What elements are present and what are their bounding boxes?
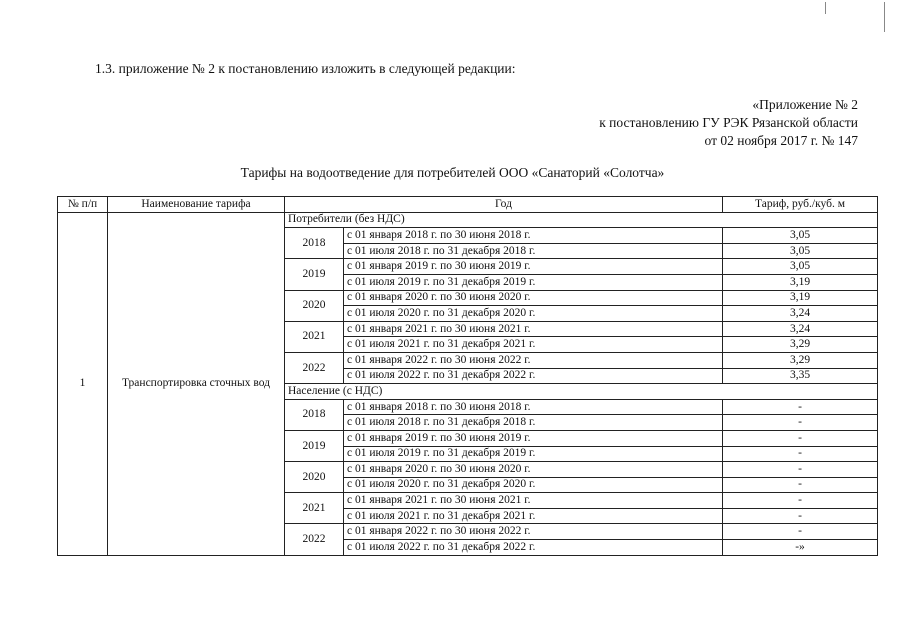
tariff-value-cell: 3,35 <box>723 368 878 384</box>
document-title: Тарифы на водоотведение для потребителей ООО «Санаторий «Солотча» <box>240 165 665 180</box>
scan-edge-mark <box>825 2 826 14</box>
tariff-value-cell: 3,05 <box>723 243 878 259</box>
appendix-line-1: «Приложение № 2 <box>752 97 858 112</box>
tariff-value-cell: 3,24 <box>723 306 878 322</box>
tariff-value-cell: - <box>723 508 878 524</box>
amendment-intro-text: 1.3. приложение № 2 к постановлению изложить в следующей редакции: <box>95 61 516 76</box>
period-cell: с 01 января 2018 г. по 30 июня 2018 г. <box>344 399 723 415</box>
period-cell: с 01 июля 2022 г. по 31 декабря 2022 г. <box>344 368 723 384</box>
group-row <box>58 212 878 228</box>
year-cell: 2018 <box>285 228 344 259</box>
tariff-value-cell: 3,05 <box>723 259 878 275</box>
period-cell: с 01 января 2021 г. по 30 июня 2021 г. <box>344 321 723 337</box>
tariff-name: Транспортировка сточных вод <box>108 212 285 555</box>
year-cell: 2020 <box>285 462 344 493</box>
tariff-value-cell: 3,19 <box>723 274 878 290</box>
tariff-value-cell: 3,24 <box>723 321 878 337</box>
tariff-value-cell: - <box>723 446 878 462</box>
tariff-value-cell: 3,29 <box>723 352 878 368</box>
period-cell: с 01 июля 2020 г. по 31 декабря 2020 г. <box>344 477 723 493</box>
year-cell: 2022 <box>285 352 344 383</box>
period-cell: с 01 июля 2018 г. по 31 декабря 2018 г. <box>344 415 723 431</box>
appendix-line-3: от 02 ноября 2017 г. № 147 <box>704 133 858 148</box>
year-cell: 2022 <box>285 524 344 555</box>
tariff-value-cell: - <box>723 493 878 509</box>
consumer-group-label: Население (с НДС) <box>285 384 878 400</box>
period-cell: с 01 июля 2020 г. по 31 декабря 2020 г. <box>344 306 723 322</box>
table-header-row <box>58 197 878 213</box>
tariff-value-cell: - <box>723 477 878 493</box>
period-cell: с 01 января 2020 г. по 30 июня 2020 г. <box>344 462 723 478</box>
period-cell: с 01 июля 2021 г. по 31 декабря 2021 г. <box>344 337 723 353</box>
period-cell: с 01 июля 2019 г. по 31 декабря 2019 г. <box>344 274 723 290</box>
tariff-value-cell: - <box>723 430 878 446</box>
period-cell: с 01 июля 2022 г. по 31 декабря 2022 г. <box>344 540 723 556</box>
header-row-number: № п/п <box>58 197 108 213</box>
tariff-value-cell: - <box>723 524 878 540</box>
year-cell: 2019 <box>285 430 344 461</box>
scan-edge-mark <box>884 2 885 32</box>
appendix-line-2: к постановлению ГУ РЭК Рязанской области <box>599 115 858 130</box>
header-tariff-name: Наименование тарифа <box>108 197 285 213</box>
period-cell: с 01 января 2020 г. по 30 июня 2020 г. <box>344 290 723 306</box>
tariff-value-cell: -» <box>723 540 878 556</box>
period-cell: с 01 января 2021 г. по 30 июня 2021 г. <box>344 493 723 509</box>
tariff-value-cell: 3,05 <box>723 228 878 244</box>
tariff-value-cell: 3,29 <box>723 337 878 353</box>
year-cell: 2021 <box>285 321 344 352</box>
appendix-reference <box>599 96 858 150</box>
period-cell: с 01 января 2019 г. по 30 июня 2019 г. <box>344 430 723 446</box>
period-cell: с 01 января 2019 г. по 30 июня 2019 г. <box>344 259 723 275</box>
period-cell: с 01 января 2022 г. по 30 июня 2022 г. <box>344 352 723 368</box>
period-cell: с 01 июля 2019 г. по 31 декабря 2019 г. <box>344 446 723 462</box>
header-year: Год <box>285 197 723 213</box>
period-cell: с 01 января 2018 г. по 30 июня 2018 г. <box>344 228 723 244</box>
tariff-value-cell: 3,19 <box>723 290 878 306</box>
tariff-value-cell: - <box>723 415 878 431</box>
year-cell: 2021 <box>285 493 344 524</box>
tariffs-table-body <box>58 212 878 555</box>
period-cell: с 01 января 2022 г. по 30 июня 2022 г. <box>344 524 723 540</box>
year-cell: 2020 <box>285 290 344 321</box>
year-cell: 2019 <box>285 259 344 290</box>
period-cell: с 01 июля 2018 г. по 31 декабря 2018 г. <box>344 243 723 259</box>
tariffs-table <box>57 196 878 556</box>
period-cell: с 01 июля 2021 г. по 31 декабря 2021 г. <box>344 508 723 524</box>
tariff-value-cell: - <box>723 399 878 415</box>
header-tariff-value: Тариф, руб./куб. м <box>723 197 878 213</box>
tariff-value-cell: - <box>723 462 878 478</box>
row-number: 1 <box>58 212 108 555</box>
year-cell: 2018 <box>285 399 344 430</box>
consumer-group-label: Потребители (без НДС) <box>285 212 878 228</box>
